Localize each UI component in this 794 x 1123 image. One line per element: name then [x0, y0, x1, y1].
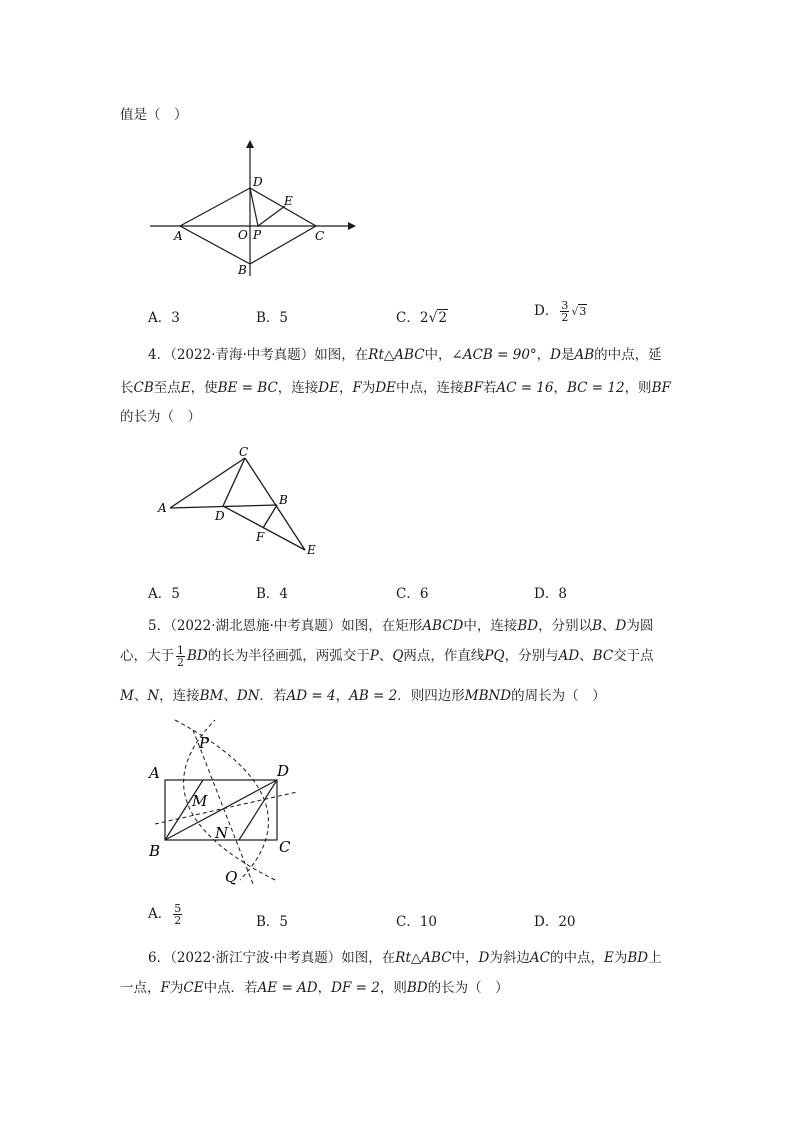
q5-number: 5．	[148, 618, 171, 634]
q5-figure	[145, 712, 305, 892]
q3-option-c-radicand: 2	[438, 310, 447, 326]
label-n: N	[215, 824, 229, 842]
label-a: A	[149, 764, 160, 782]
q4-stem-line-1: 4．（2022·青海·中考真题）如图，在Rt△ABC中，∠ACB = 90°，D是AB的中点，延	[148, 347, 662, 363]
q3-figure	[150, 138, 360, 278]
q4-option-d[interactable]: D．8	[534, 586, 567, 602]
q5-stem-line-3: M、N，连接BM、DN．若AD = 4，AB = 2．则四边形MBND的周长为（ ）	[120, 688, 606, 704]
segment-dn	[239, 780, 277, 840]
q3-option-c-prefix: C．	[396, 310, 420, 326]
label-f: F	[256, 530, 265, 544]
q5-stem-line-2: 心，大于 $\frac{1}{2}$ BD的长为半径画弧，两弧交于P、Q两点，作直线PQ，分别与AD、BC交于点	[120, 644, 654, 669]
q3-option-d[interactable]: D． $\frac{3}{2}$ √3	[534, 299, 587, 324]
q4-number: 4．	[148, 347, 171, 363]
q3-option-d-radicand: 3	[579, 305, 587, 318]
q4-figure	[155, 440, 330, 560]
q5-option-d[interactable]: D．20	[534, 914, 576, 930]
label-b: B	[238, 263, 247, 277]
q3-option-b[interactable]: B．5	[256, 310, 289, 326]
dashed-extension	[155, 792, 297, 824]
q5-option-a-num: 5	[174, 902, 182, 915]
q3-option-d-den: 2	[561, 311, 569, 324]
label-b: B	[279, 493, 288, 507]
q5-option-c[interactable]: C．10	[396, 914, 438, 930]
q4-stem-line-3: 的长为（ ）	[120, 409, 201, 425]
label-b: B	[149, 842, 161, 860]
label-a: A	[158, 501, 167, 515]
q4-stem-line-2: 长CB至点E，使BE = BC，连接DE，F为DE中点，连接BF若AC = 16，BC = 12，则BF	[120, 380, 671, 396]
q6-stem-line-2: 一点，F为CE中点．若AE = AD，DF = 2，则BD的长为（ ）	[120, 980, 509, 996]
q3-option-d-prefix: D．	[534, 303, 559, 319]
q6-source: （2022·浙江宁波·中考真题）	[170, 950, 342, 966]
q5-option-a-prefix: A．	[148, 906, 172, 922]
q4-option-a[interactable]: A．5	[148, 586, 180, 602]
label-d: D	[215, 509, 225, 523]
q5-stem-line-1: 5．（2022·湖北恩施·中考真题）如图，在矩形ABCD中，连接BD，分别以B、D为圆	[148, 618, 654, 634]
label-a: A	[174, 229, 183, 243]
label-p: P	[199, 734, 210, 752]
label-e: E	[284, 194, 293, 208]
q5-source: （2022·湖北恩施·中考真题）	[170, 618, 342, 634]
q3-option-d-num: 3	[561, 299, 569, 312]
label-q: Q	[225, 868, 238, 886]
q6-number: 6．	[148, 950, 171, 966]
label-p: P	[253, 228, 262, 242]
q5-option-b[interactable]: B．5	[256, 914, 289, 930]
y-axis-arrow	[246, 140, 254, 148]
question-3-stem-tail: 值是（ ）	[120, 107, 188, 123]
label-d: D	[277, 762, 290, 780]
segment-bf	[263, 505, 277, 528]
q3-option-c[interactable]: C．2√2	[396, 310, 447, 326]
label-e: E	[307, 543, 316, 557]
q5-option-a-den: 2	[174, 914, 182, 927]
label-c: C	[315, 229, 325, 243]
segment-dpe	[250, 188, 285, 226]
label-m: M	[192, 792, 208, 810]
q3-option-c-coef: 2	[419, 310, 429, 326]
x-axis-arrow	[348, 222, 356, 230]
q4-source: （2022·青海·中考真题）	[170, 347, 315, 363]
q3-option-a[interactable]: A．3	[148, 310, 180, 326]
label-c: C	[239, 445, 249, 459]
q4-option-b[interactable]: B．4	[256, 586, 289, 602]
arc-from-b	[175, 720, 268, 880]
q5-option-a[interactable]	[148, 902, 184, 926]
label-o: O	[238, 228, 248, 242]
label-c: C	[279, 838, 291, 856]
q6-stem-line-1: 6．（2022·浙江宁波·中考真题）如图，在Rt△ABC中，D为斜边AC的中点，E为BD上	[148, 950, 662, 966]
segment-ce	[245, 458, 305, 550]
label-d: D	[253, 175, 263, 189]
q4-option-c[interactable]: C．6	[396, 586, 429, 602]
